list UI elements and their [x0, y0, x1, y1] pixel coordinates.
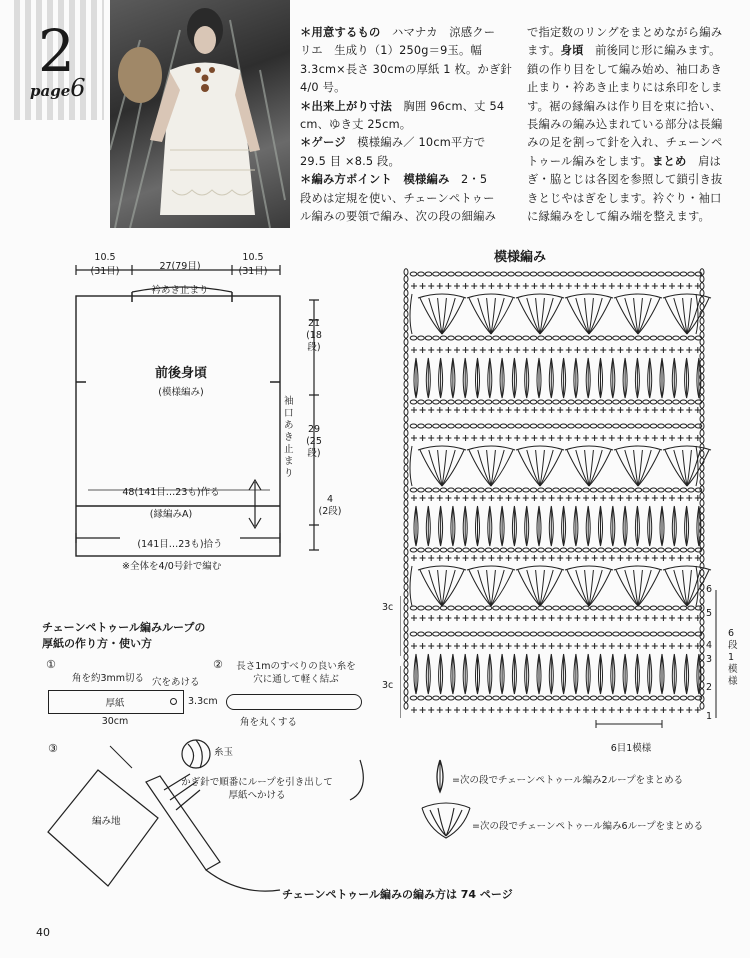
yarn-ball: [182, 740, 210, 768]
step-2-instruction: 長さ1mのすべりの良い糸を 穴に通して軽く結ぶ: [236, 661, 356, 685]
points-label: ＊編み方ポイント: [300, 173, 392, 187]
chart-chain-row-22: [410, 696, 702, 700]
chart-brackets: [400, 590, 716, 728]
chart-chain-row-11: [410, 488, 702, 492]
dim-top-center: 27(79目): [159, 261, 201, 272]
model-photo: [110, 0, 290, 228]
chart-sc-row-23: [411, 707, 701, 713]
finish-label: まとめ: [652, 154, 687, 168]
sleeve-label: 袖口あき止まり: [284, 396, 294, 479]
page-reference: [30, 74, 86, 102]
chart-sc-row-15: [411, 555, 701, 561]
dim-side-upper: 21 (18段): [306, 318, 322, 353]
cardboard-strip-3: [146, 776, 220, 870]
chart-loop-row-5: [414, 358, 701, 398]
chart-sc-row-1: [411, 283, 701, 289]
row-repeat-label: 6段1模様: [728, 628, 738, 687]
step-2-round-label: 角を丸くする: [240, 717, 298, 728]
fabric-swatch: [48, 770, 158, 886]
cardboard-strip-2: [226, 694, 362, 710]
dim-top-right: 10.5 (31目): [238, 252, 268, 277]
chart-loop-row-13: [414, 506, 701, 546]
bodice-label: 身頃: [560, 44, 584, 58]
chart-title: 模様編み: [493, 250, 546, 265]
legend-text-2: =次の段でチェーンペトゥール編み6ループをまとめる: [472, 821, 704, 832]
row-number-3: 3: [706, 654, 713, 665]
instructions-column-1: [300, 24, 515, 226]
page-number: 40: [36, 926, 50, 939]
chart-fan-row-10: [410, 446, 711, 486]
row-number-4: 4: [706, 640, 713, 651]
schematic-title: 前後身頃: [154, 366, 207, 381]
card-hole-1: [170, 698, 177, 705]
step-3-number: ③: [48, 742, 58, 755]
bodice-schematic: [60, 250, 350, 580]
size-section: ＊出来上がり寸法 胸囲 96cm、丈 54 cm、ゆき丈 25cm。: [300, 99, 505, 132]
step-1-corner-label: 角を約3mm切る: [72, 673, 145, 684]
step-1-card-label: 厚紙: [105, 698, 125, 709]
materials-label: ＊用意するもの: [300, 26, 381, 39]
step-3-illustration: [40, 730, 380, 900]
gauge-section: ＊ゲージ 模様編み／ 10cm平方で 29.5 目 ×8.5 段。: [300, 136, 486, 168]
row-repeat-3c-upper: 3c: [382, 602, 394, 613]
legend-symbol-6-loops: [418, 798, 474, 846]
schematic-subtitle: (模様編み): [158, 387, 204, 398]
chart-sc-row-4: [411, 347, 701, 353]
legend-text-1: =次の段でチェーンペトゥール編み2ループをまとめる: [452, 775, 684, 786]
row-number-2: 2: [706, 682, 713, 693]
chart-sc-row-7: [411, 407, 701, 413]
neck-label: 衿あき止まり: [151, 285, 209, 296]
chart-sc-row-12: [411, 495, 701, 501]
step-3-ball-label: 糸玉: [214, 747, 234, 758]
row-number-5: 5: [706, 608, 713, 619]
row-number-6: 6: [706, 584, 713, 595]
chart-sc-row-9: [411, 435, 701, 441]
step-1-number: ①: [46, 658, 56, 671]
size-label: ＊出来上がり寸法: [300, 99, 392, 113]
chart-fan-row-16: [410, 566, 711, 606]
chart-loop-row-21: [414, 654, 701, 694]
chart-chain-row-6: [410, 400, 702, 404]
edging-label: (縁編みA): [149, 509, 193, 520]
step-1-length: 30cm: [101, 716, 129, 727]
gauge-label: ＊ゲージ: [300, 136, 346, 150]
points-section: ＊編み方ポイント 模様編み 2・5 段めは定規を使い、チェーンペトゥー ル編みの要領で編み、次の段の細編み: [300, 173, 497, 224]
chart-sc-row-20: [411, 643, 701, 649]
page-word: page: [30, 82, 71, 100]
row-repeat-3c-lower: 3c: [382, 680, 394, 691]
step-1-width: 3.3cm: [188, 696, 218, 707]
step-1-hole-label: 穴をあける: [152, 677, 200, 688]
step-3-instruction: かぎ針で順番にループを引き出して 厚紙へかける: [181, 777, 333, 801]
dim-side-lower: 4 (2段): [318, 494, 342, 517]
make-label: 48(141目…23も)作る: [122, 487, 220, 498]
stitch-repeat-label: 6目1模様: [610, 743, 652, 754]
chart-sc-row-18: [411, 615, 701, 621]
instructions-column-2: で指定数のリングをまとめながら編み ます。身頃 前後同じ形に編みます。 鎖の作り目をして編み始め、袖口あき 止まり・衿あき止まりには糸印をしま す。裾の縁編みは作り目を束に拾い、 長編みの編み込まれている部分は長編 みの足を割って針を入れ、チェーンペ トゥール編みをします。まとめ 肩は ぎ・脇とじは各図を参照して鎖引き抜 きとじやはぎをします。衿ぐり・袖口 に縁編みをして編み端を整えます。: [527, 26, 723, 224]
chart-chain-row-0: [410, 272, 702, 276]
chart-chain-row-8: [410, 424, 702, 428]
step-2-number: ②: [213, 658, 223, 671]
page-ref-number: 6: [70, 74, 86, 102]
footer-reference: チェーンペトゥール編みの編み方は 74 ページ: [282, 888, 513, 901]
stitch-chart: [400, 262, 740, 742]
dim-side-middle: 29 (25段): [306, 424, 322, 459]
row-number-1: 1: [706, 711, 713, 722]
loop-guide-title: チェーンペトゥール編みループの 厚紙の作り方・使い方: [42, 621, 206, 650]
chart-chain-row-14: [410, 548, 702, 552]
chart-side-chains: [404, 269, 704, 709]
pick-label: (141目…23も)拾う: [120, 536, 240, 550]
chart-chain-row-17: [410, 606, 702, 610]
chart-fan-row-2: [410, 294, 711, 334]
dim-top-left: 10.5 (31目): [90, 252, 120, 277]
chart-chain-row-3: [410, 336, 702, 340]
needle-note: ※全体を4/0号針で編む: [122, 561, 222, 572]
step-3-fabric-label: 編み地: [92, 816, 121, 827]
pattern-number: 2: [38, 17, 75, 85]
materials-section: ＊用意するもの ハマナカ 涼感クー リエ 生成り（1）250g＝9玉。幅 3.3cm×長さ 30cmの厚紙 1 枚。かぎ針 4/0 号。: [300, 26, 512, 95]
chart-chain-row-19: [410, 632, 702, 636]
